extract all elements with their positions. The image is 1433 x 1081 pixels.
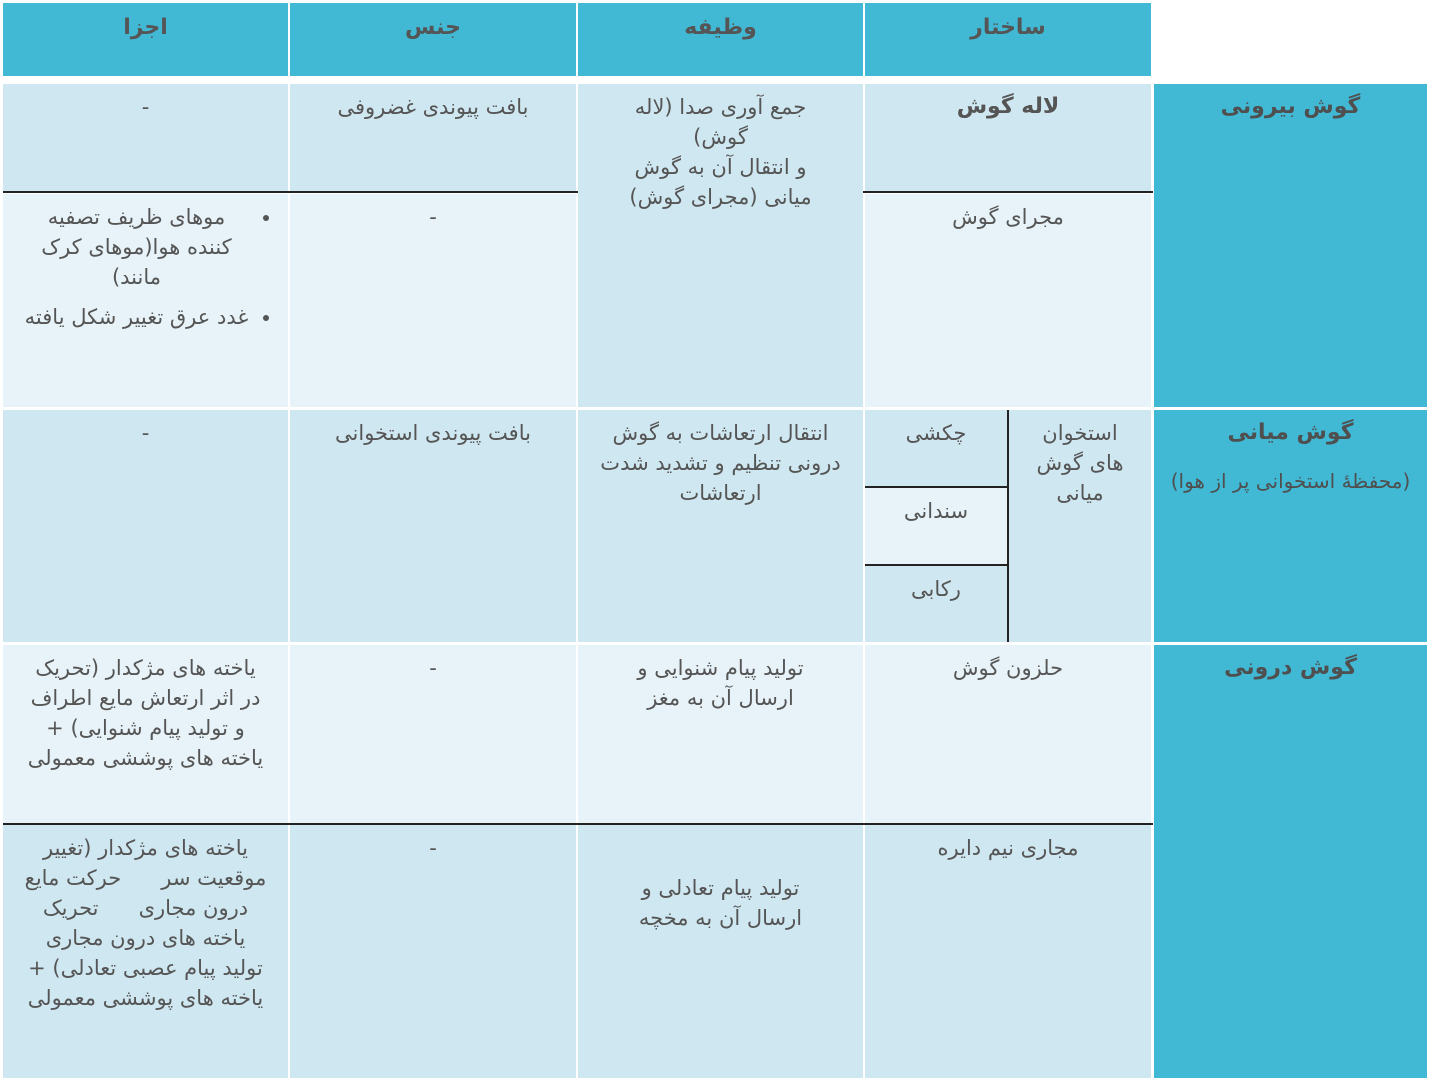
pinna-structure: لاله گوش	[865, 84, 1151, 192]
middle-ear-parts: -	[3, 410, 288, 642]
bone-hammer: چکشی	[865, 410, 1007, 486]
outer-ear-function	[578, 84, 863, 407]
pinna-material: بافت پیوندی غضروفی	[290, 84, 576, 192]
middle-ear-subtitle: (محفظۀ استخوانی پر از هوا)	[1170, 469, 1411, 493]
divider-outer-left	[3, 191, 578, 193]
ear-canal-material: -	[290, 194, 576, 407]
header-structure: ساختار	[865, 3, 1151, 76]
list-item: • غدد عرق تغییر شکل یافته	[23, 302, 250, 332]
outer-ear-function-text: جمع آوری صدا (لاله گوش) و انتقال آن به گوش میانی (مجرای گوش)	[629, 95, 812, 209]
header-material: جنس	[290, 3, 576, 76]
middle-ear-material: بافت پیوندی استخوانی	[290, 410, 576, 642]
header-parts: اجزا	[3, 3, 288, 76]
ear-canal-parts-list	[23, 202, 278, 332]
cochlea-function: تولید پیام شنوایی و ارسال آن به مغز	[578, 645, 863, 823]
semicircular-canals-structure: مجاری نیم دایره	[865, 825, 1151, 1078]
inner-ear-title: گوش درونی	[1154, 645, 1427, 1078]
divider-inner	[3, 823, 1153, 825]
bone-stirrup: رکابی	[865, 566, 1007, 642]
middle-ear-bones-label: استخوان های گوش میانی	[1009, 410, 1151, 642]
ear-canal-parts	[3, 194, 288, 407]
semicircular-canals-material: -	[290, 825, 576, 1078]
middle-ear-title: گوش میانی	[1227, 420, 1354, 445]
header-function: وظیفه	[578, 3, 863, 76]
ear-canal-structure: مجرای گوش	[865, 194, 1151, 407]
semicircular-canals-function: تولید پیام تعادلی و ارسال آن به مخچه	[578, 825, 863, 1078]
list-item: • موهای ظریف تصفیه کننده هوا(موهای کرک مانند)	[23, 202, 250, 292]
divider-outer-right	[863, 191, 1153, 193]
divider-bones-vertical	[1007, 410, 1009, 642]
middle-ear-function: انتقال ارتعاشات به گوش درونی تنظیم و تشدید شدت ارتعاشات	[578, 410, 863, 642]
semicircular-canals-parts: یاخته های مژکدار (تغییر موقعیت سر حرکت مایع درون مجاری تحریک یاخته های درون مجاری تولید پیام عصبی تعادلی) + یاخته های پوششی معمولی	[3, 825, 288, 1078]
divider-bones-1	[865, 486, 1007, 488]
cochlea-material: -	[290, 645, 576, 823]
bone-anvil: سندانی	[865, 488, 1007, 564]
cochlea-structure: حلزون گوش	[865, 645, 1151, 823]
divider-bones-2	[865, 564, 1007, 566]
cochlea-parts: یاخته های مژکدار (تحریک در اثر ارتعاش مایع اطراف و تولید پیام شنوایی) + یاخته های پوششی معمولی	[3, 645, 288, 823]
pinna-parts: -	[3, 84, 288, 192]
outer-ear-title: گوش بیرونی	[1154, 84, 1427, 407]
middle-ear-title-cell	[1154, 410, 1427, 642]
